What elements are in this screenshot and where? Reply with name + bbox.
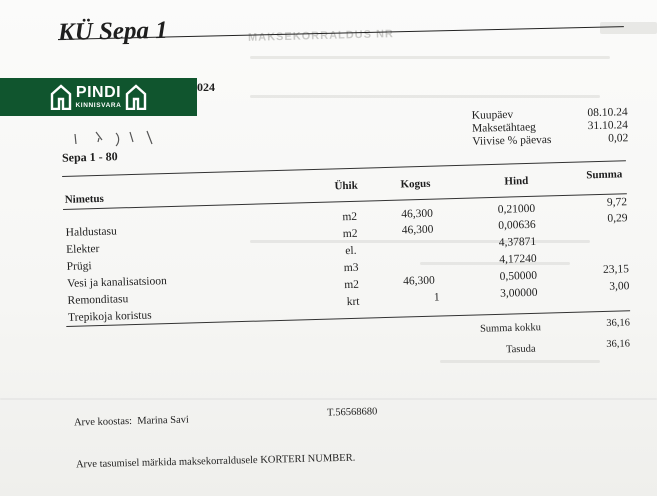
table-row-price: 4,17240: [499, 252, 537, 266]
house-right-icon: [125, 84, 147, 110]
table-row-qty: 46,300: [401, 207, 434, 221]
logo-name: PINDI: [75, 83, 122, 101]
pay-value: 36,16: [606, 338, 631, 351]
header-fragment: 024: [197, 80, 215, 94]
penalty-label: Viivise % päevas: [472, 133, 552, 148]
table-row-qty: 46,300: [401, 223, 434, 237]
back-side-mark: [440, 360, 600, 363]
date-value: 08.10.24: [587, 106, 628, 120]
back-side-mark: [250, 95, 600, 98]
penalty-row: [472, 132, 628, 149]
table-row-price: 3,00000: [500, 286, 538, 300]
table-row-name: Haldustasu: [65, 225, 117, 239]
column-header-unit: Ühik: [334, 179, 358, 193]
table-row-unit: krt: [346, 295, 360, 309]
table-row-name: Vesi ja kanalisatsioon: [66, 275, 167, 290]
composer-line: [74, 415, 189, 429]
back-side-mark: [0, 398, 657, 400]
table-row-unit: m3: [343, 261, 359, 275]
table-row-price: 0,21000: [497, 202, 536, 216]
page-title: KÜ Sepa 1: [57, 16, 168, 47]
table-row-sum: 23,15: [602, 263, 630, 276]
table-row-sum: 3,00: [609, 280, 630, 293]
column-header-name: Nimetus: [64, 192, 105, 206]
phone-number: T.56568680: [326, 406, 378, 419]
table-row-unit: m2: [342, 227, 358, 241]
table-row-sum: [584, 229, 628, 230]
table-row-name: Remonditasu: [67, 293, 129, 307]
table-row-name: Trepikoja koristus: [67, 309, 152, 324]
table-row-price: 4,37871: [498, 235, 537, 249]
back-side-mark: [250, 56, 610, 59]
dates-block: [472, 106, 629, 149]
composer-name: Marina Savi: [137, 414, 190, 427]
house-left-icon: [50, 84, 72, 110]
table-row-name: Elekter: [66, 242, 100, 256]
table-row-qty: 1: [433, 291, 440, 304]
date-label: Kuupäev: [471, 108, 514, 122]
composer-label: Arve koostas:: [73, 415, 133, 429]
table-row-qty: 46,300: [403, 274, 435, 288]
table-row-sum: 0,29: [607, 212, 628, 225]
pay-label: Tasuda: [505, 343, 536, 356]
unit-title: Sepa 1 - 80: [61, 149, 118, 165]
penalty-value: 0,02: [608, 132, 629, 145]
total-value: 36,16: [606, 317, 631, 330]
table-row-sum: [584, 246, 628, 247]
table-row-unit: m2: [344, 278, 360, 292]
column-header-qty: Kogus: [400, 177, 431, 191]
payment-note: Arve tasumisel märkida maksekorraldusele KORTERI NUMBER.: [75, 452, 356, 471]
pindi-logo: [0, 78, 197, 116]
total-label: Summa kokku: [479, 322, 542, 335]
due-date-value: 31.10.24: [587, 119, 629, 133]
table-row-name: Prügi: [66, 260, 92, 273]
column-header-sum: Summa: [586, 168, 623, 182]
due-date-label: Maksetähtaeg: [471, 121, 537, 135]
invoice-table: [62, 156, 636, 337]
column-header-price: Hind: [504, 174, 529, 188]
logo-text: [76, 85, 122, 110]
table-row-price: 0,50000: [499, 269, 538, 283]
table-row-price: 0,00636: [498, 218, 536, 232]
table-row-sum: 9,72: [606, 196, 628, 209]
table-row-unit: m2: [342, 210, 358, 224]
table-row-unit: el.: [345, 244, 357, 258]
logo-subtitle: KINNISVARA: [75, 101, 122, 109]
table-header-rule: [63, 193, 627, 210]
table-top-rule: [62, 160, 626, 177]
back-side-text: MAKSEKORRALDUS NR: [247, 28, 395, 44]
back-side-mark: [600, 22, 657, 34]
